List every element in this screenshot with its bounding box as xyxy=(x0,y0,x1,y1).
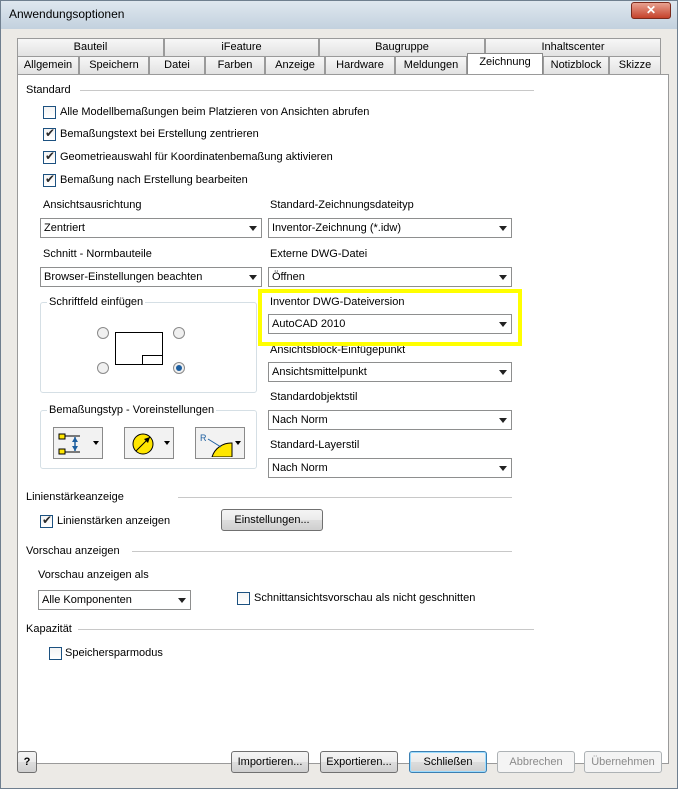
abbrechen-button[interactable]: Abbrechen xyxy=(497,751,575,773)
dropdown-value: Ansichtsmittelpunkt xyxy=(272,366,367,378)
tab-allgemein[interactable]: Allgemein xyxy=(17,56,79,74)
dialog-client xyxy=(7,29,671,782)
radio-top-right[interactable] xyxy=(173,327,185,339)
tab-zeichnung[interactable]: Zeichnung xyxy=(467,53,543,74)
chevron-down-icon xyxy=(499,226,507,231)
linear-dimension-button[interactable] xyxy=(53,427,103,459)
vorschau-als-label: Vorschau anzeigen als xyxy=(38,569,149,581)
tab-ifeature[interactable]: iFeature xyxy=(164,38,319,56)
tab-farben[interactable]: Farben xyxy=(205,56,265,74)
tab-speichern[interactable]: Speichern xyxy=(79,56,149,74)
einfuegepunkt-dropdown[interactable] xyxy=(268,362,512,382)
dropdown-value: Inventor-Zeichnung (*.idw) xyxy=(272,222,402,234)
dropdown-value: Zentriert xyxy=(44,222,85,234)
dropdown-value: Nach Norm xyxy=(272,462,328,474)
checkbox-speichersparmodus[interactable] xyxy=(49,647,62,660)
linear-dimension-icon xyxy=(58,432,90,456)
schnitt-normbauteile-label: Schnitt - Normbauteile xyxy=(43,248,152,260)
checkbox-geometrieauswahl[interactable] xyxy=(43,151,56,164)
tab-baugruppe[interactable]: Baugruppe xyxy=(319,38,485,56)
checkbox-label: Geometrieauswahl für Koordinatenbemaßung aktivieren xyxy=(60,151,333,163)
tab-anzeige[interactable]: Anzeige xyxy=(265,56,325,74)
importieren-button[interactable]: Importieren... xyxy=(231,751,309,773)
radio-bottom-right[interactable] xyxy=(173,362,185,374)
tab-inhaltscenter[interactable]: Inhaltscenter xyxy=(485,38,661,56)
titleblock-preview xyxy=(142,355,162,364)
sheet-preview-icon xyxy=(115,332,163,365)
kapazitaet-group-title: Kapazität xyxy=(26,623,72,635)
checkbox-label: Bemaßungstext bei Erstellung zentrieren xyxy=(60,128,259,140)
zeichnungsdateityp-dropdown[interactable] xyxy=(268,218,512,238)
exportieren-button[interactable]: Exportieren... xyxy=(320,751,398,773)
diameter-dimension-button[interactable] xyxy=(124,427,174,459)
vorschau-als-dropdown[interactable] xyxy=(38,590,191,610)
checkbox-schnittansichtsvorschau[interactable] xyxy=(237,592,250,605)
close-window-button[interactable] xyxy=(631,2,671,19)
einstellungen-button[interactable]: Einstellungen... xyxy=(221,509,323,531)
schnitt-normbauteile-dropdown[interactable] xyxy=(40,267,262,287)
layerstil-label: Standard-Layerstil xyxy=(270,439,360,451)
radius-dimension-icon xyxy=(199,431,233,457)
checkbox-label: Bemaßung nach Erstellung bearbeiten xyxy=(60,174,248,186)
chevron-down-icon xyxy=(499,275,507,280)
checkbox-label: Linienstärken anzeigen xyxy=(57,515,171,527)
chevron-down-icon xyxy=(164,441,170,445)
dropdown-value: Browser-Einstellungen beachten xyxy=(44,271,203,283)
radio-top-left[interactable] xyxy=(97,327,109,339)
tab-datei[interactable]: Datei xyxy=(149,56,205,74)
schriftfeld-label: Schriftfeld einfügen xyxy=(49,296,144,308)
tab-meldungen[interactable]: Meldungen xyxy=(395,56,467,74)
vorschau-group-title: Vorschau anzeigen xyxy=(26,545,120,557)
chevron-down-icon xyxy=(499,466,507,471)
chevron-down-icon xyxy=(178,598,186,603)
einfuegepunkt-label: Ansichtsblock-Einfügepunkt xyxy=(270,344,406,356)
diameter-dimension-icon xyxy=(130,431,158,457)
separator xyxy=(132,551,512,552)
separator xyxy=(178,497,512,498)
checkbox-label: Speichersparmodus xyxy=(65,647,163,659)
externe-dwg-label: Externe DWG-Datei xyxy=(270,248,368,260)
yellow-highlight-box xyxy=(258,289,522,346)
tab-bauteil[interactable]: Bauteil xyxy=(17,38,164,56)
externe-dwg-dropdown[interactable] xyxy=(268,267,512,287)
chevron-down-icon xyxy=(499,370,507,375)
checkbox-linienstaerken[interactable] xyxy=(40,515,53,528)
ansichtsausrichtung-dropdown[interactable] xyxy=(40,218,262,238)
close-icon: ✕ xyxy=(645,3,657,17)
radio-bottom-left[interactable] xyxy=(97,362,109,374)
objektstil-dropdown[interactable] xyxy=(268,410,512,430)
dropdown-value: Öffnen xyxy=(272,271,305,283)
tab-skizze[interactable]: Skizze xyxy=(609,56,661,74)
dropdown-value: AutoCAD 2010 xyxy=(272,318,346,330)
ansichtsausrichtung-label: Ansichtsausrichtung xyxy=(43,199,142,211)
schliessen-button[interactable]: Schließen xyxy=(409,751,487,773)
radius-dimension-button[interactable] xyxy=(195,427,245,459)
standard-group-title: Standard xyxy=(26,84,71,96)
bemassungstyp-label: Bemaßungstyp - Voreinstellungen xyxy=(49,404,215,416)
checkbox-bemassungstext-zentrieren[interactable] xyxy=(43,128,56,141)
checkbox-label: Schnittansichtsvorschau als nicht geschnitten xyxy=(254,592,476,604)
chevron-down-icon xyxy=(235,441,241,445)
chevron-down-icon xyxy=(499,418,507,423)
window-title: Anwendungsoptionen xyxy=(9,7,125,21)
checkbox-modellbemassungen[interactable] xyxy=(43,106,56,119)
objektstil-label: Standardobjektstil xyxy=(270,391,358,403)
tab-panel-zeichnung xyxy=(17,74,669,764)
tab-notizblock[interactable]: Notizblock xyxy=(543,56,609,74)
uebernehmen-button[interactable]: Übernehmen xyxy=(584,751,662,773)
zeichnungsdateityp-label: Standard-Zeichnungsdateityp xyxy=(270,199,414,211)
dwg-dateiversion-label: Inventor DWG-Dateiversion xyxy=(270,296,405,308)
help-button[interactable]: ? xyxy=(17,751,37,773)
separator xyxy=(78,629,534,630)
tab-hardware[interactable]: Hardware xyxy=(325,56,395,74)
dropdown-value: Alle Komponenten xyxy=(42,594,132,606)
chevron-down-icon xyxy=(249,226,257,231)
layerstil-dropdown[interactable] xyxy=(268,458,512,478)
svg-text:R: R xyxy=(200,433,207,443)
title-bar[interactable] xyxy=(1,1,677,29)
chevron-down-icon xyxy=(249,275,257,280)
checkbox-bemassung-bearbeiten[interactable] xyxy=(43,174,56,187)
separator xyxy=(80,90,534,91)
linienstaerke-group-title: Linienstärkeanzeige xyxy=(26,491,124,503)
chevron-down-icon xyxy=(93,441,99,445)
dropdown-value: Nach Norm xyxy=(272,414,328,426)
checkbox-label: Alle Modellbemaßungen beim Platzieren von Ansichten abrufen xyxy=(60,106,370,118)
